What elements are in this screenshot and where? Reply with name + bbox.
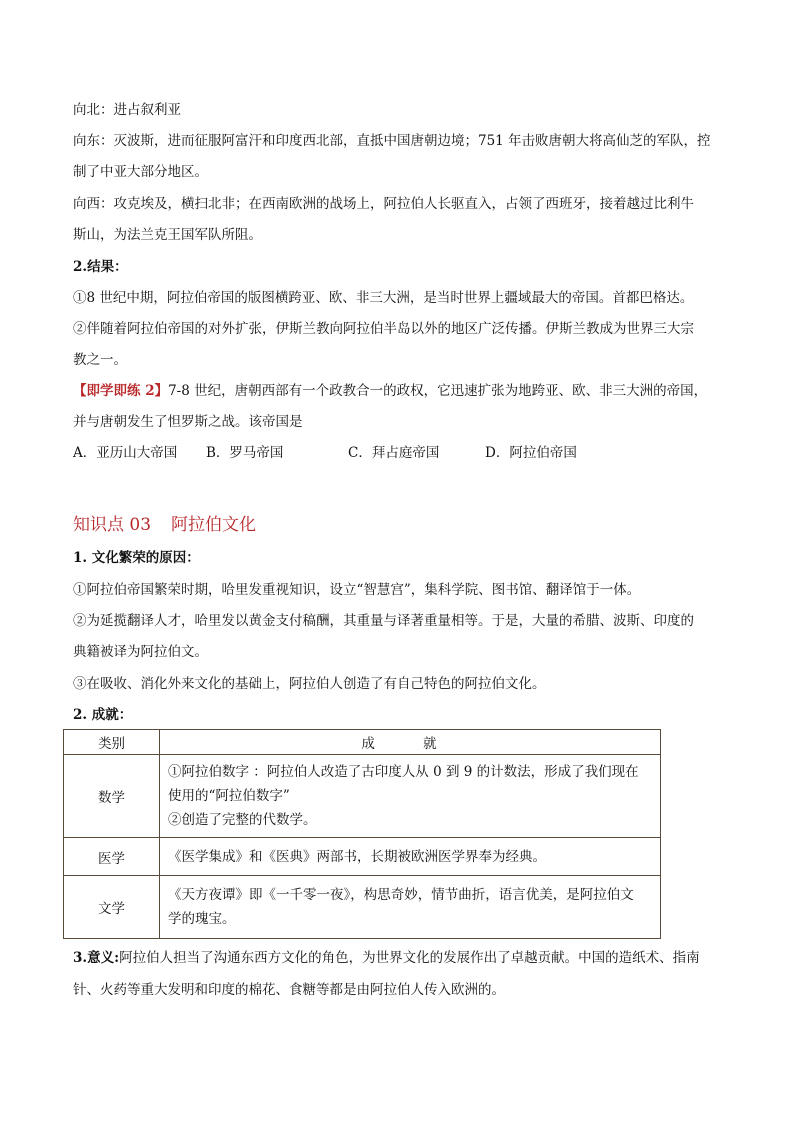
conquest-north: 向北：进占叙利亚 (73, 102, 181, 118)
conquest-west-line1: 向西：攻克埃及，横扫北非；在西南欧洲的战场上，阿拉伯人长驱直入，占领了西班牙，接着越过比利牛 (73, 196, 694, 212)
conquest-east-line2: 制了中亚大部分地区。 (73, 164, 208, 180)
literature-line1: 《天方夜谭》即《一千零一夜》，构思奇妙，情节曲折，语言优美，是阿拉伯文 (168, 887, 634, 903)
drill-question-line2: 并与唐朝发生了怛罗斯之战。该帝国是 (73, 414, 303, 430)
significance-line1 (73, 948, 700, 968)
math-line3: ②创造了完整的代数学。 (168, 812, 317, 828)
row-achievement-literature (160, 876, 661, 939)
result-paragraph-1: ①8 世纪中期，阿拉伯帝国的版图横跨亚、欧、非三大洲，是当时世界上疆域最大的帝国。首都巴格达。 (73, 290, 694, 306)
row-achievement-medicine (160, 838, 661, 876)
result-heading: 2.结果： (73, 259, 128, 275)
achievements-heading: 2. 成就： (73, 707, 133, 723)
header-achievement: 成 就 (160, 730, 661, 755)
drill-tag: 【即学即练 2】 (73, 383, 169, 399)
conquest-east-line1: 向东：灭波斯，进而征服阿富汗和印度西北部，直抵中国唐朝边境；751 年击败唐朝大将高仙芝的军队，控 (73, 133, 711, 149)
option-d[interactable]: D．阿拉伯帝国 (485, 445, 577, 461)
option-c[interactable]: C．拜占庭帝国 (348, 445, 440, 461)
table-header-row (64, 730, 661, 755)
achievements-table (63, 729, 661, 939)
option-b[interactable]: B．罗马帝国 (206, 445, 284, 461)
table-row (64, 755, 661, 838)
literature-line2: 学的瑰宝。 (168, 911, 236, 927)
section-title: 阿拉伯文化 (171, 515, 257, 535)
reasons-paragraph-1: ①阿拉伯帝国繁荣时期，哈里发重视知识，设立“智慧宫”，集科学院、图书馆、翻译馆于一体。 (73, 582, 641, 598)
section-heading (73, 510, 256, 535)
reasons-paragraph-2-line2: 典籍被译为阿拉伯文。 (73, 644, 208, 660)
section-number: 知识点 03 (73, 515, 152, 535)
reasons-paragraph-3: ③在吸收、消化外来文化的基础上，阿拉伯人创造了有自己特色的阿拉伯文化。 (73, 676, 546, 692)
row-achievement-math (160, 755, 661, 838)
table-row (64, 876, 661, 939)
math-line2: 使用的“阿拉伯数字” (168, 788, 290, 804)
reasons-heading: 1. 文化繁荣的原因： (73, 550, 200, 566)
significance-line2: 针、火药等重大发明和印度的棉花、食糖等都是由阿拉伯人传入欧洲的。 (73, 982, 505, 998)
row-category-math: 数学 (64, 755, 160, 838)
drill-question-text: 7-8 世纪，唐朝西部有一个政教合一的政权，它迅速扩张为地跨亚、欧、非三大洲的帝国， (168, 383, 708, 399)
conquest-west-line2: 斯山，为法兰克王国军队所阻。 (73, 227, 262, 243)
result-paragraph-2-line2: 教之一。 (73, 352, 127, 368)
table-row (64, 838, 661, 876)
reasons-paragraph-2-line1: ②为延揽翻译人才，哈里发以黄金支付稿酬，其重量与译著重量相等。于是，大量的希腊、波斯、印度的 (73, 613, 694, 629)
option-a[interactable]: A．亚历山大帝国 (73, 445, 178, 461)
significance-label: 3.意义: (73, 950, 120, 966)
math-line1: ①阿拉伯数字 ：阿拉伯人改造了古印度人从 0 到 9 的计数法，形成了我们现在 (168, 764, 639, 780)
row-category-literature: 文学 (64, 876, 160, 939)
header-category: 类别 (64, 730, 160, 755)
drill-question-line1 (73, 381, 707, 401)
result-paragraph-2-line1: ②伴随着阿拉伯帝国的对外扩张，伊斯兰教向阿拉伯半岛以外的地区广泛传播。伊斯兰教成为世界三大宗 (73, 321, 694, 337)
significance-text: 阿拉伯人担当了沟通东西方文化的角色，为世界文化的发展作出了卓越贡献。中国的造纸术、指南 (119, 950, 700, 966)
row-category-medicine: 医学 (64, 838, 160, 876)
medicine-line1: 《医学集成》和《医典》两部书，长期被欧洲医学界奉为经典。 (168, 848, 546, 865)
